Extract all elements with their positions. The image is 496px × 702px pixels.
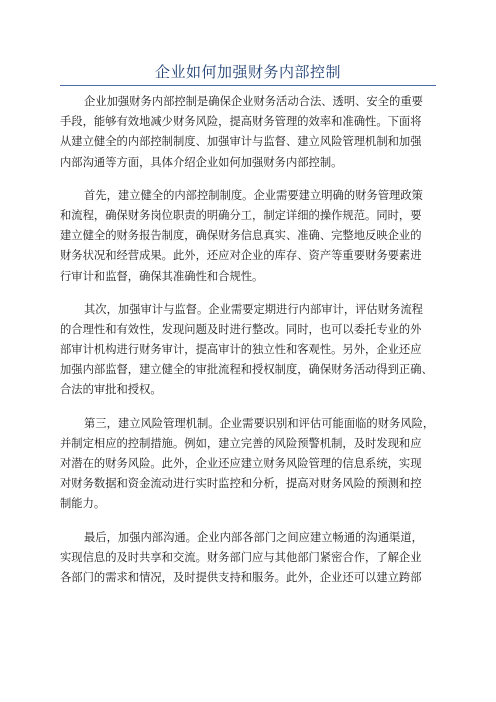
- paragraph-line: 最后，加强内部沟通。企业内部各部门之间应建立畅通的沟通渠道，: [84, 530, 423, 544]
- document-title: 企业如何加强财务内部控制: [154, 63, 341, 81]
- paragraph-internal-control: [60, 186, 436, 287]
- paragraph-intro: [60, 92, 436, 173]
- paragraph-line: 企业加强财务内部控制是确保企业财务活动合法、透明、安全的重要: [84, 95, 423, 108]
- paragraph-line: 制能力。: [60, 497, 106, 511]
- paragraph-line: 对潜在的财务风险。此外，企业还应建立财务风险管理的信息系统，实现: [60, 457, 422, 470]
- paragraph-line: 实现信息的及时共享和交流。财务部门应与其他部门紧密合作，了解企业: [60, 550, 422, 564]
- paragraph-communication: [60, 528, 436, 589]
- paragraph-line: 并制定相应的控制措施。例如，建立完善的风险预警机制，及时发现和应: [60, 436, 422, 450]
- paragraph-line: 内部沟通等方面，具体介绍企业如何加强财务内部控制。: [60, 155, 343, 169]
- paragraph-audit: [60, 300, 436, 401]
- paragraph-line: 加强内部监督，建立健全的审批流程和授权制度，确保财务活动得到正确、: [60, 363, 433, 377]
- paragraph-line: 手段，能够有效地减少财务风险，提高财务管理的效率和准确性。下面将: [60, 115, 422, 129]
- paragraph-line: 建立健全的财务报告制度，确保财务信息真实、准确、完整地反映企业的: [60, 229, 422, 243]
- paragraph-line: 和流程，确保财务岗位职责的明确分工，制定详细的操作规范。同时，要: [60, 208, 422, 222]
- paragraph-line: 的合理性和有效性，发现问题及时进行整改。同时，也可以委托专业的外: [60, 322, 422, 336]
- paragraph-line: 各部门的需求和情况，及时提供支持和服务。此外，企业还可以建立跨部: [60, 570, 422, 584]
- paragraph-line: 对财务数据和资金流动进行实时监控和分析，提高对财务风险的预测和控: [60, 477, 422, 491]
- paragraph-risk: [60, 414, 436, 515]
- paragraph-line: 从建立健全的内部控制制度、加强审计与监督、建立风险管理机制和加强: [60, 135, 422, 149]
- paragraph-line: 其次，加强审计与监督。企业需要定期进行内部审计，评估财务流程: [84, 302, 423, 316]
- paragraph-line: 首先，建立健全的内部控制制度。企业需要建立明确的财务管理政策: [84, 188, 423, 202]
- paragraph-line: 合法的审批和授权。: [60, 383, 162, 397]
- document-body: [60, 92, 436, 601]
- paragraph-line: 部审计机构进行财务审计，提高审计的独立性和客观性。另外，企业还应: [60, 343, 422, 357]
- paragraph-line: 行审计和监督，确保其准确性和合规性。: [60, 269, 264, 283]
- paragraph-line: 财务状况和经营成果。此外，还应对企业的库存、资产等重要财务要素进: [60, 249, 422, 263]
- paragraph-line: 第三，建立风险管理机制。企业需要识别和评估可能面临的财务风险，: [84, 416, 435, 430]
- title-underline: [60, 85, 436, 86]
